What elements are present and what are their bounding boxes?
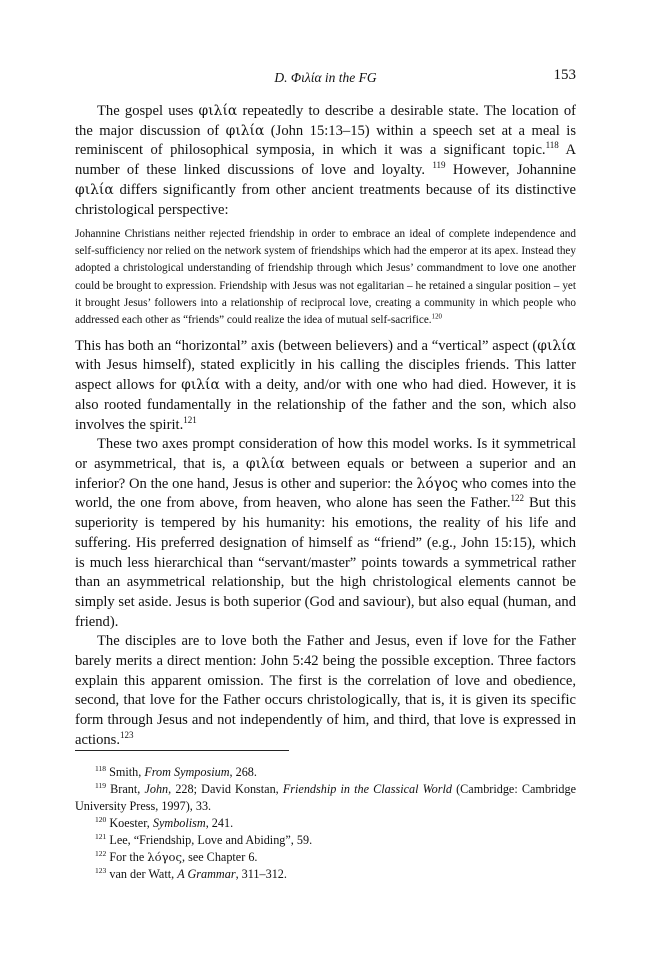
footnote-ref-121: 121 (183, 414, 197, 425)
footnote-119 (75, 781, 576, 815)
greek-term: λόγος (147, 850, 182, 864)
text-run: who comes into the world, the one from above, from heaven, who alone has seen the Father. (75, 475, 576, 512)
work-title: Symbolism (152, 816, 206, 830)
text-run: A number of these linked discussions of love and loyalty. (75, 142, 576, 179)
work-title: A Grammar (177, 867, 236, 881)
block-quote (75, 226, 576, 329)
work-title: Friendship in the Classical World (282, 782, 452, 796)
text-run: differs significantly from other ancient treatments because of its distinctive christological perspective: (75, 181, 576, 218)
text-run: The gospel uses (97, 103, 199, 119)
footnote-ref-122: 122 (510, 493, 525, 504)
greek-term: φιλία (537, 337, 576, 354)
footnotes (75, 764, 576, 883)
text-run: , 268. (229, 765, 257, 779)
greek-term: λόγος (416, 475, 459, 492)
footnote-120 (75, 815, 576, 832)
greek-term: φιλία (181, 377, 220, 394)
footnote-separator (75, 750, 289, 751)
footnote-121 (75, 832, 576, 849)
text-run: , 241. (205, 816, 234, 830)
greek-term: φιλία (245, 456, 285, 472)
footnote-number: 122 (95, 848, 107, 858)
footnote-ref-120: 120 (431, 311, 442, 320)
footnote-ref-119: 119 (432, 160, 446, 171)
footnote-number: 119 (95, 780, 107, 790)
text-run: Smith, (106, 765, 145, 779)
text-run: These two axes prompt consideration of how this model works. Is it symmetrical or asymmetrical, that is, a (75, 436, 576, 472)
footnote-number: 123 (95, 865, 107, 875)
footnote-number: 121 (95, 831, 107, 841)
paragraph-2 (75, 337, 576, 436)
text-run: Koester, (106, 816, 153, 830)
work-title: From Symposium (144, 765, 230, 779)
greek-term: φιλία (75, 181, 114, 198)
text-run: Brant, (106, 782, 145, 796)
greek-term: φιλία (225, 122, 265, 139)
text-run: However, Johannine (445, 162, 576, 179)
text-run: van der Watt, (106, 867, 178, 881)
paragraph-4 (75, 632, 576, 750)
greek-term: φιλία (198, 103, 238, 119)
text-run: Lee, “Friendship, Love and Abiding”, 59. (106, 833, 313, 847)
footnote-ref-118: 118 (545, 140, 559, 151)
text-run: with Jesus himself), stated explicitly in his calling the disciples friends. This latter aspect allows for (75, 357, 576, 394)
work-title: John (144, 782, 169, 796)
footnote-118 (75, 764, 576, 781)
footnote-number: 118 (95, 763, 107, 773)
text-run: For the (106, 850, 148, 864)
text-run: (Cambridge: Cambridge University Press, 1997), 33. (75, 782, 577, 813)
text-run: repeatedly to describe a desirable state. The location of the major discussion of (75, 103, 576, 139)
quote-text: Johannine Christians neither rejected friendship in order to embrace an ideal of complete independence and self-sufficiency nor relied on the network system of friendships which had the emperor at its apex. Instead they adopted a christological understanding of friendship through which Jesus’ commandment to love one another could be brought to expression. Friendship with Jesus was not egalitarian – he retained a singular position – yet it brought Jesus’ followers into a relationship of reciprocal love, creating a community in which people who addressed each other as “friends” could realize the idea of mutual self-sacrifice. (75, 228, 576, 326)
text-run: , 228; David Konstan, (168, 782, 283, 796)
paragraph-1 (75, 102, 576, 220)
text-run: This has both an “horizontal” axis (between believers) and a “vertical” aspect ( (75, 337, 538, 354)
main-text (75, 102, 576, 751)
text-run: , see Chapter 6. (181, 850, 258, 864)
text-run: with a deity, and/or with one who had died. However, it is also rooted fundamentally in the relationship of the father and the son, which also involves the spirit. (75, 377, 576, 433)
text-run: But this superiority is tempered by his humanity: his emotions, the reality of his life and suffering. His preferred designation of himself as “friend” (e.g., John 15:15), which is much less hierarchical than “servant/master” points towards a symmetrical rather than an asymmetrical relationship, but the high christological elements cannot be simply set aside. Jesus is both superior (God and saviour), but also equal (human, and friend). (75, 495, 577, 630)
running-head: D. Φιλία in the FG (274, 70, 377, 85)
text-run: The disciples are to love both the Father and Jesus, even if love for the Father barely merits a direct mention: John 5:42 being the possible exception. Three factors explain this apparent omission. The first is the correlation of love and obedience, second, that love for the Father occurs christologically, that is, it is given its specific form through Jesus and not independently of him, and third, that love is expressed in actions. (75, 633, 576, 748)
paragraph-3 (75, 435, 576, 632)
footnote-123 (75, 866, 576, 883)
text-run: (John 15:13–15) within a speech set at a meal is reminiscent of philosophical symposia, in which it was a significant topic. (75, 122, 577, 159)
page-header (75, 67, 576, 87)
footnote-ref-123: 123 (120, 729, 134, 740)
page-number: 153 (553, 67, 576, 83)
text-run: between equals or between a superior and an inferior? On the one hand, Jesus is other and superior: the (75, 456, 576, 492)
footnote-number: 120 (95, 814, 107, 824)
text-run: , 311–312. (235, 867, 287, 881)
footnote-122 (75, 849, 576, 866)
